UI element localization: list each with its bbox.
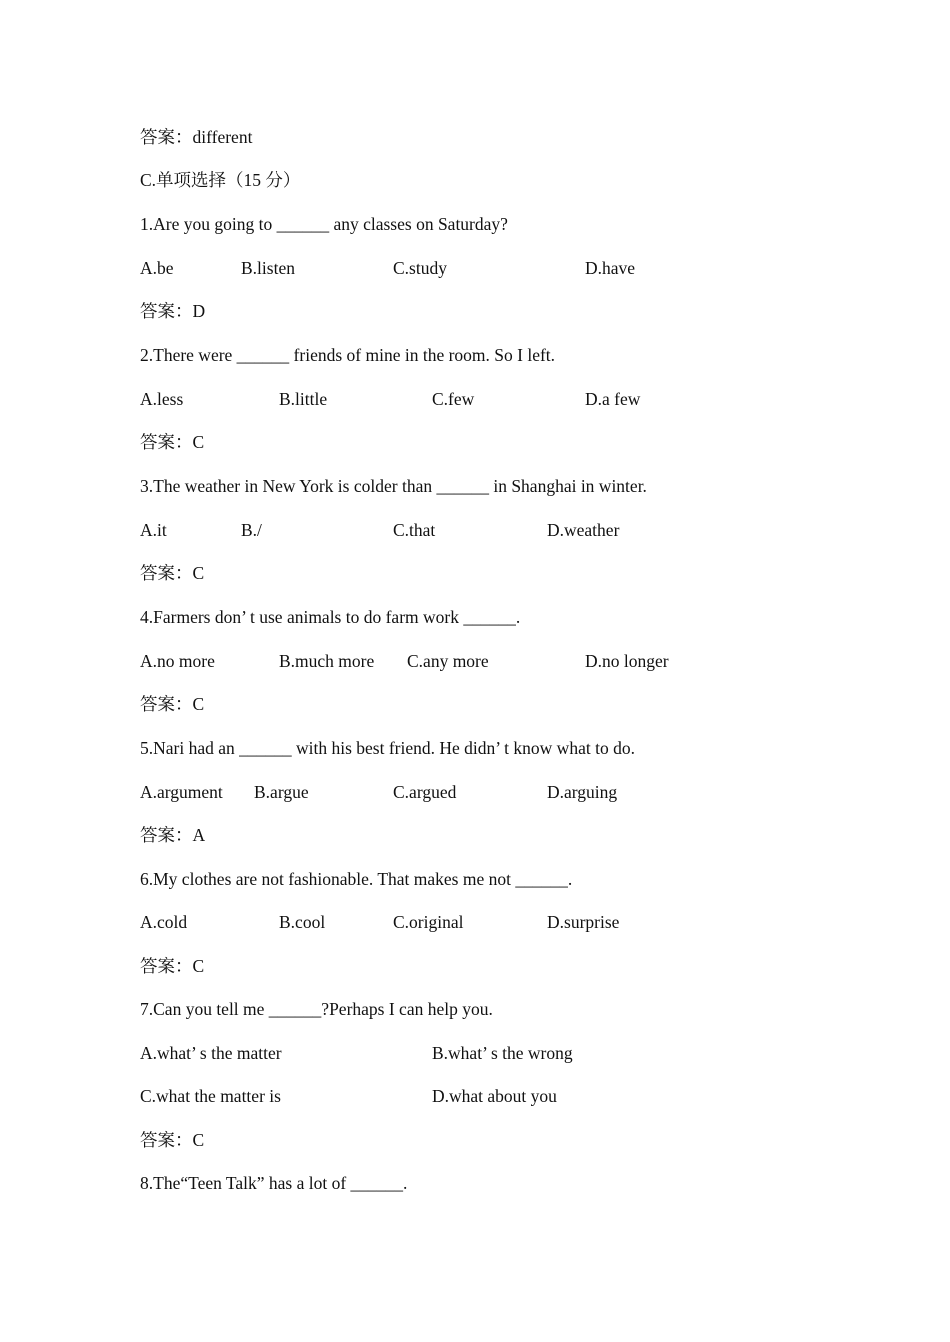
option-d: D.no longer (585, 651, 669, 671)
question-stem: 6.My clothes are not fashionable. That makes me not ______. (140, 869, 573, 889)
section-heading: C.单项选择（15 分） (140, 170, 301, 190)
option-a: A.no more (140, 651, 215, 671)
option-c: C.argued (393, 782, 457, 802)
option-b: B.argue (254, 782, 309, 802)
option-c: C.study (393, 258, 447, 278)
option-d: D.have (585, 258, 636, 278)
option-a: A.less (140, 389, 184, 409)
option-c: C.any more (407, 651, 489, 671)
option-c: C.what the matter is (140, 1086, 281, 1106)
answer-line: 答案：A (140, 825, 206, 845)
answer-line: 答案：different (140, 127, 253, 147)
answer-line: 答案：C (140, 432, 205, 452)
question-stem: 5.Nari had an ______ with his best friend. He didn’ t know what to do. (140, 738, 635, 758)
option-b: B.cool (279, 912, 326, 932)
answer-line: 答案：C (140, 956, 205, 976)
question-stem: 3.The weather in New York is colder than ______ in Shanghai in winter. (140, 476, 647, 496)
option-c: C.that (393, 520, 436, 540)
answer-line: 答案：C (140, 563, 205, 583)
option-b: B./ (241, 520, 262, 540)
option-d: D.weather (547, 520, 620, 540)
option-a: A.argument (140, 782, 223, 802)
option-d: D.surprise (547, 912, 620, 932)
option-b: B.what’ s the wrong (432, 1043, 573, 1063)
question-stem: 4.Farmers don’ t use animals to do farm work ______. (140, 607, 521, 627)
option-d: D.arguing (547, 782, 618, 802)
question-stem: 8.The“Teen Talk” has a lot of ______. (140, 1173, 408, 1193)
question-stem: 7.Can you tell me ______?Perhaps I can help you. (140, 999, 493, 1019)
answer-line: 答案：D (140, 301, 206, 321)
option-a: A.cold (140, 912, 188, 932)
question-stem: 1.Are you going to ______ any classes on Saturday? (140, 214, 508, 234)
option-d: D.what about you (432, 1086, 557, 1106)
option-a: A.what’ s the matter (140, 1043, 282, 1063)
question-stem: 2.There were ______ friends of mine in the room. So I left. (140, 345, 556, 365)
option-b: B.much more (279, 651, 375, 671)
option-a: A.be (140, 258, 174, 278)
option-c: C.original (393, 912, 464, 932)
option-b: B.little (279, 389, 328, 409)
answer-line: 答案：C (140, 694, 205, 714)
answer-line: 答案：C (140, 1130, 205, 1150)
option-d: D.a few (585, 389, 641, 409)
option-b: B.listen (241, 258, 295, 278)
option-a: A.it (140, 520, 167, 540)
option-c: C.few (432, 389, 475, 409)
